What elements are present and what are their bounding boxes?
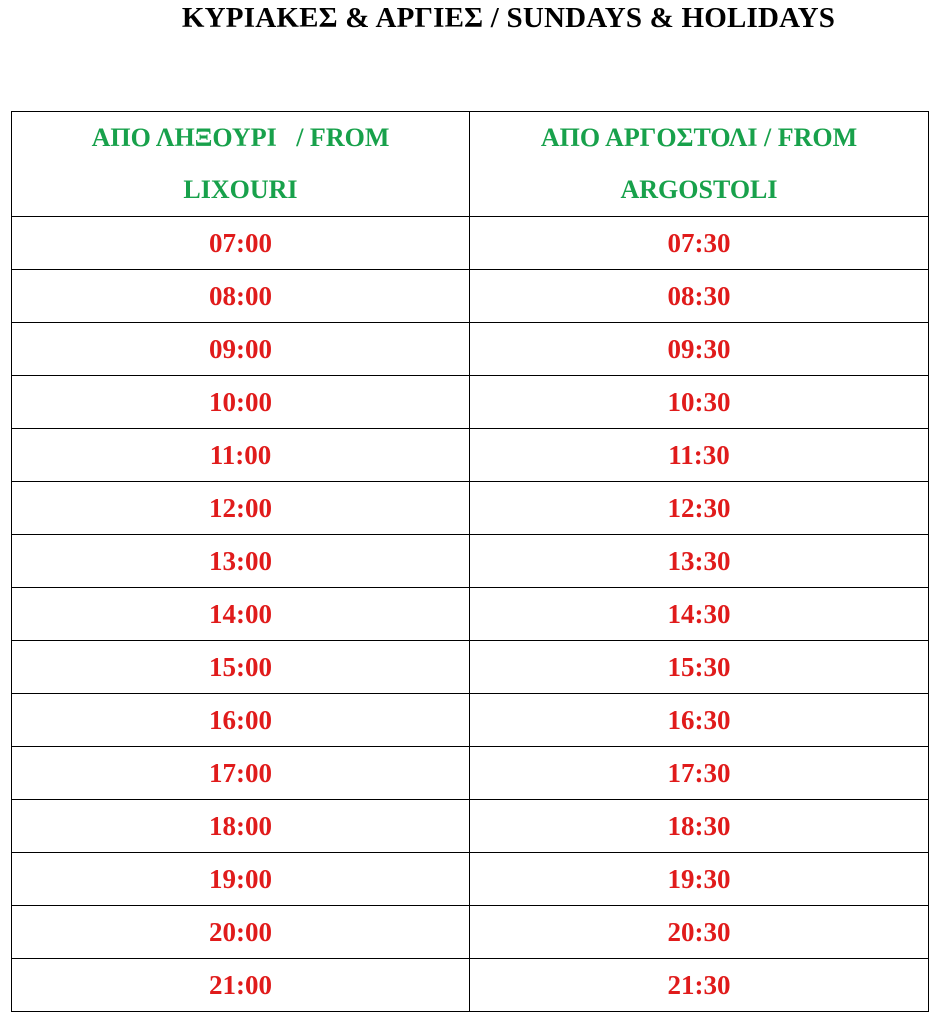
departure-time-lixouri: 19:00 [12, 853, 470, 906]
departure-time-argostoli: 14:30 [470, 588, 929, 641]
departure-time-argostoli: 19:30 [470, 853, 929, 906]
table-row [12, 906, 929, 959]
departure-time-argostoli: 10:30 [470, 376, 929, 429]
table-header-row [12, 112, 929, 217]
departure-time-argostoli: 13:30 [470, 535, 929, 588]
table-row [12, 535, 929, 588]
table-row [12, 270, 929, 323]
table-row [12, 482, 929, 535]
table-row [12, 217, 929, 270]
departure-time-lixouri: 17:00 [12, 747, 470, 800]
table-row [12, 429, 929, 482]
departure-time-lixouri: 10:00 [12, 376, 470, 429]
table-row [12, 747, 929, 800]
header-from-lixouri-line1: ΑΠΟ ΛΗΞΟΥΡΙ / FROM [91, 123, 390, 152]
departure-time-lixouri: 18:00 [12, 800, 470, 853]
table-row [12, 853, 929, 906]
header-from-argostoli [470, 112, 929, 217]
departure-time-lixouri: 09:00 [12, 323, 470, 376]
departure-time-lixouri: 14:00 [12, 588, 470, 641]
departure-time-lixouri: 12:00 [12, 482, 470, 535]
table-row [12, 694, 929, 747]
header-from-argostoli-line1: ΑΠΟ ΑΡΓΟΣΤΟΛΙ / FROM [540, 123, 858, 152]
departure-time-argostoli: 17:30 [470, 747, 929, 800]
departure-time-argostoli: 12:30 [470, 482, 929, 535]
departure-time-lixouri: 13:00 [12, 535, 470, 588]
departure-time-argostoli: 21:30 [470, 959, 929, 1012]
departure-time-lixouri: 20:00 [12, 906, 470, 959]
departure-time-lixouri: 11:00 [12, 429, 470, 482]
timetable-body [12, 217, 929, 1012]
departure-time-lixouri: 07:00 [12, 217, 470, 270]
table-row [12, 323, 929, 376]
departure-time-argostoli: 08:30 [470, 270, 929, 323]
header-from-argostoli-line2: ARGOSTOLI [620, 175, 778, 204]
table-row [12, 800, 929, 853]
departure-time-lixouri: 08:00 [12, 270, 470, 323]
table-row [12, 588, 929, 641]
timetable [11, 111, 929, 1012]
departure-time-argostoli: 16:30 [470, 694, 929, 747]
departure-time-lixouri: 16:00 [12, 694, 470, 747]
header-from-lixouri-line2: LIXOURI [183, 175, 298, 204]
departure-time-lixouri: 15:00 [12, 641, 470, 694]
departure-time-argostoli: 09:30 [470, 323, 929, 376]
table-row [12, 641, 929, 694]
departure-time-argostoli: 07:30 [470, 217, 929, 270]
departure-time-lixouri: 21:00 [12, 959, 470, 1012]
departure-time-argostoli: 11:30 [470, 429, 929, 482]
table-row [12, 376, 929, 429]
departure-time-argostoli: 15:30 [470, 641, 929, 694]
page-title: ΚΥΡΙΑΚΕΣ & ΑΡΓΙΕΣ / SUNDAYS & HOLIDAYS [181, 2, 836, 34]
departure-time-argostoli: 18:30 [470, 800, 929, 853]
departure-time-argostoli: 20:30 [470, 906, 929, 959]
header-from-lixouri [12, 112, 470, 217]
table-row [12, 959, 929, 1012]
